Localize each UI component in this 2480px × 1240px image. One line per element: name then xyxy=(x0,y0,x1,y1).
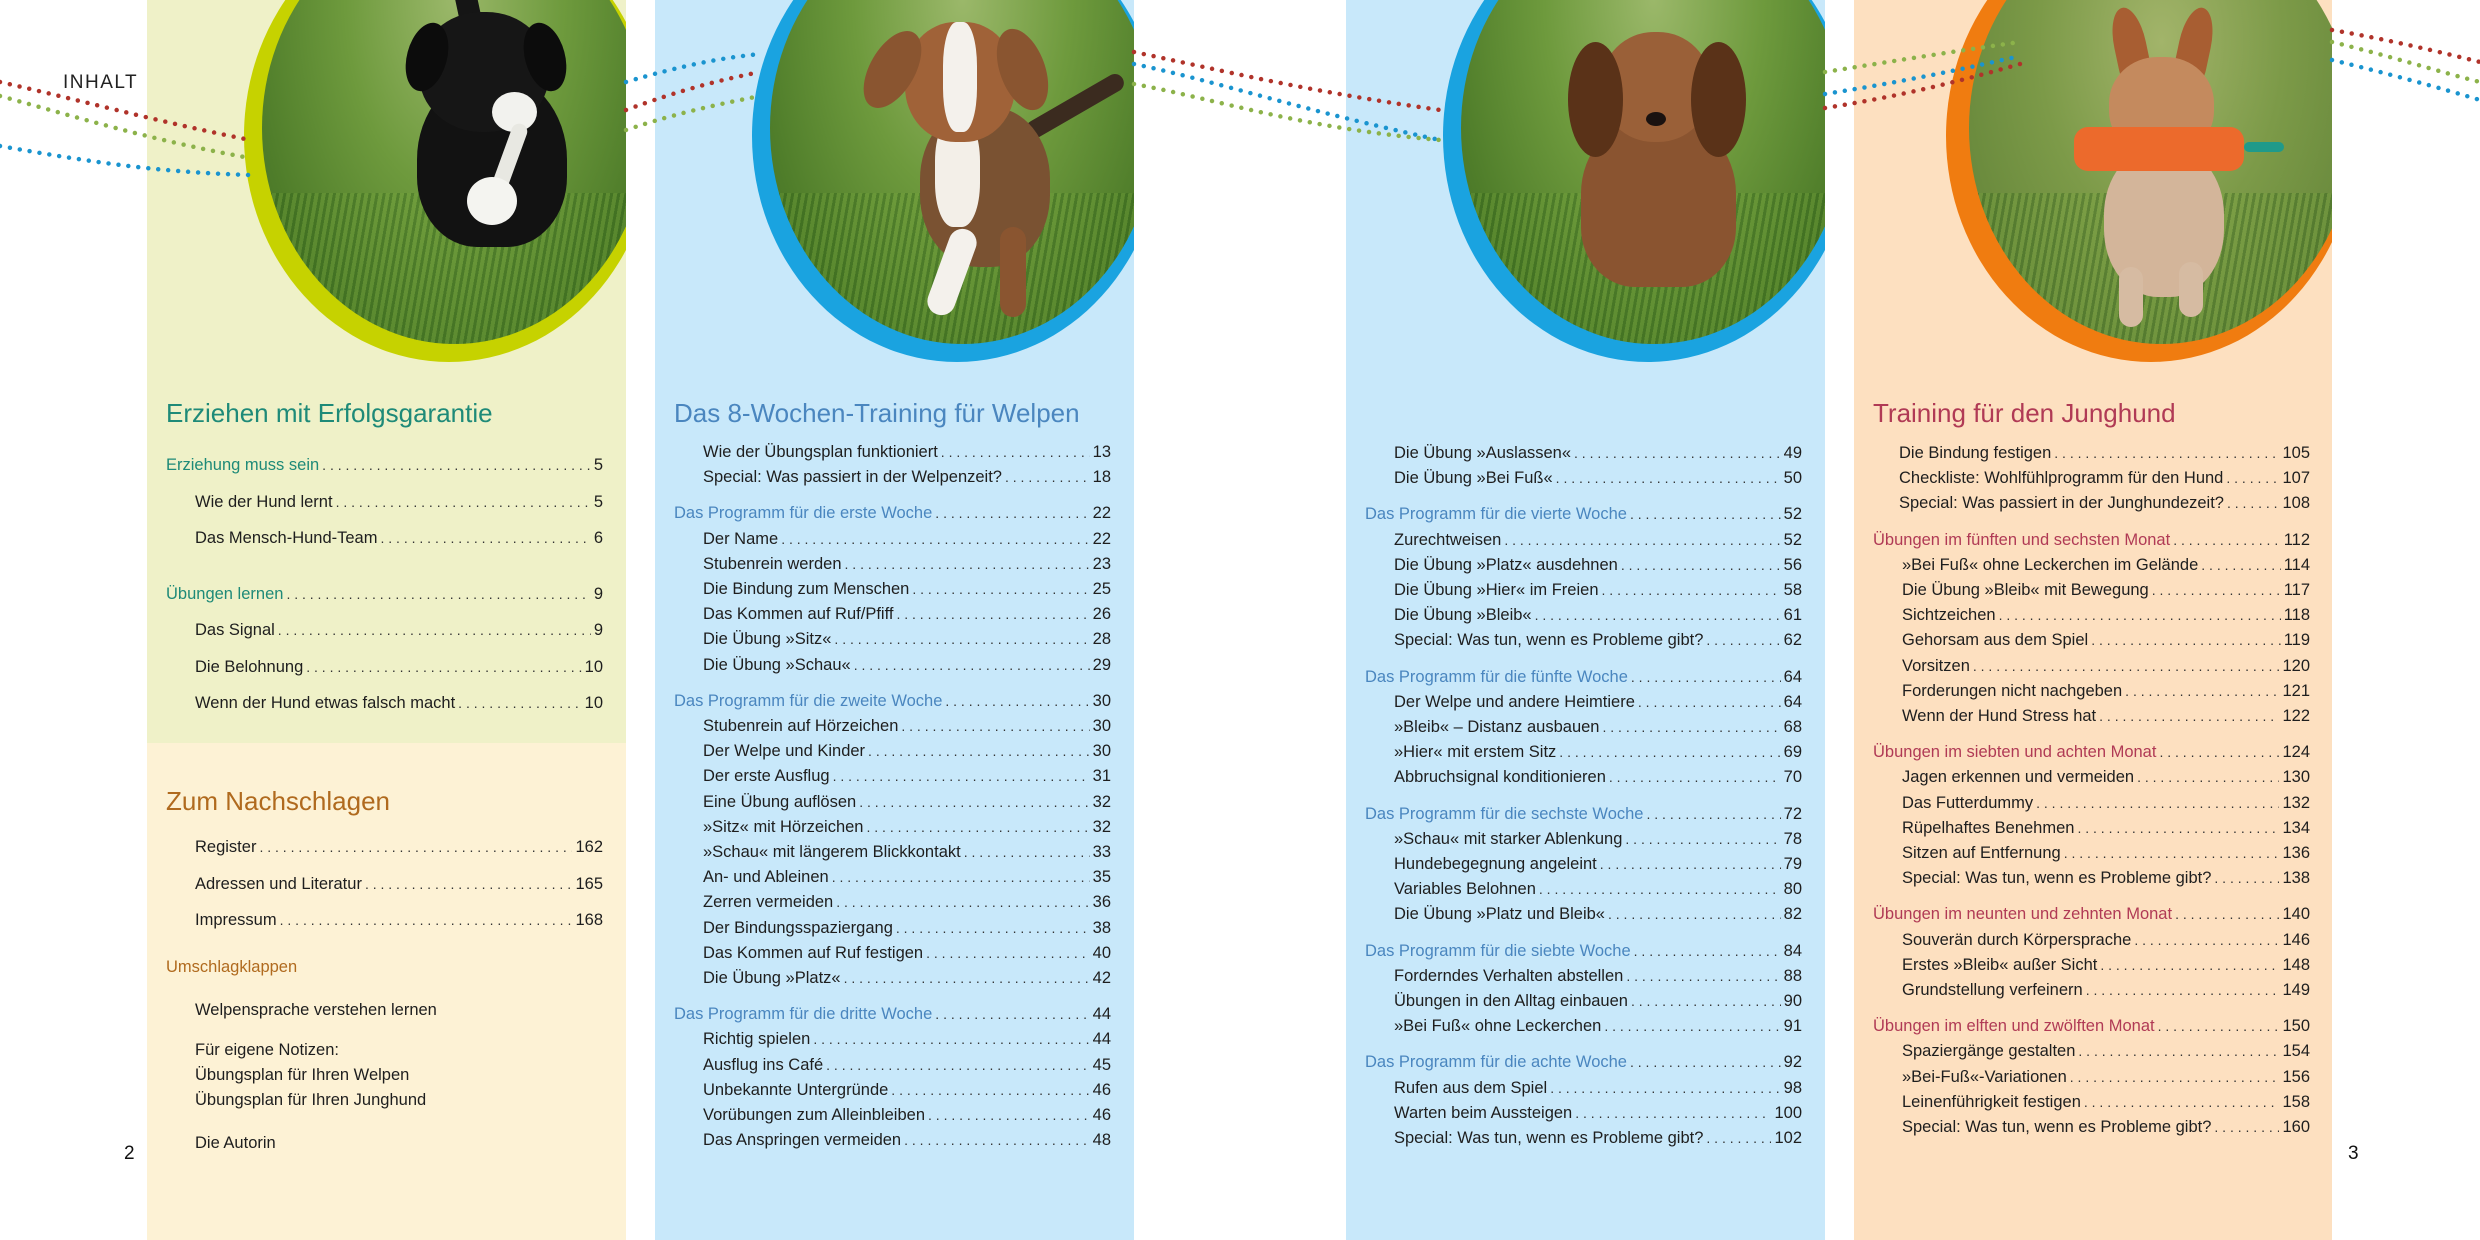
panel-welpen-training xyxy=(655,0,1134,1240)
section-title-welpen: Das 8-Wochen-Training für Welpen xyxy=(674,398,1080,428)
flap-item: Welpensprache verstehen lernen xyxy=(195,1001,437,1019)
toc-entry[interactable]: Forderungen nicht nachgeben . . . 121 xyxy=(1873,679,2310,704)
toc-entry[interactable]: Vorsitzen . . . 120 xyxy=(1873,654,2310,679)
toc-entry[interactable]: Der erste Ausflug . . . 31 xyxy=(674,764,1111,789)
toc-heading[interactable]: Das Programm für die fünfte Woche . . . 64 xyxy=(1365,665,1802,690)
toc-entry[interactable]: Grundstellung verfeinern . . . 149 xyxy=(1873,978,2310,1003)
toc-entry[interactable]: Der Name . . . 22 xyxy=(674,527,1111,552)
toc-entry[interactable]: Unbekannte Untergründe . . . 46 xyxy=(674,1078,1111,1103)
toc-entry[interactable]: Rüpelhaftes Benehmen . . . 134 xyxy=(1873,816,2310,841)
toc-entry[interactable]: Impressum . . . 168 xyxy=(166,902,603,939)
toc-entry[interactable]: Abbruchsignal konditionieren . . . 70 xyxy=(1365,765,1802,790)
toc-entry[interactable]: Übungen in den Alltag einbauen . . . 90 xyxy=(1365,989,1802,1014)
toc-entry[interactable]: Erstes »Bleib« außer Sicht . . . 148 xyxy=(1873,953,2310,978)
toc-entry[interactable]: Die Übung »Auslassen« . . . 49 xyxy=(1365,441,1802,466)
toc-entry[interactable]: Das Mensch-Hund-Team . . . 6 xyxy=(166,520,603,557)
toc-entry[interactable]: Rufen aus dem Spiel . . . 98 xyxy=(1365,1076,1802,1101)
toc-entry[interactable]: Richtig spielen . . . 44 xyxy=(674,1027,1111,1052)
flaps-heading: Umschlagklappen xyxy=(166,958,298,976)
toc-heading[interactable]: Das Programm für die vierte Woche . . . 52 xyxy=(1365,502,1802,527)
toc-entry[interactable]: Der Welpe und andere Heimtiere . . . 64 xyxy=(1365,690,1802,715)
flap-item: Die Autorin xyxy=(195,1134,276,1152)
toc-entry[interactable]: Die Übung »Bei Fuß« . . . 50 xyxy=(1365,466,1802,491)
toc-heading[interactable]: Das Programm für die siebte Woche . . . 84 xyxy=(1365,939,1802,964)
toc-entry[interactable]: Special: Was tun, wenn es Probleme gibt? . . . 62 xyxy=(1365,628,1802,653)
toc-entry[interactable]: »Bei-Fuß«-Variationen . . . 156 xyxy=(1873,1065,2310,1090)
toc-heading[interactable]: Übungen im neunten und zehnten Monat . . . 140 xyxy=(1873,902,2310,927)
toc-entry[interactable]: Special: Was passiert in der Welpenzeit? . . . 18 xyxy=(674,465,1111,490)
toc-entry[interactable]: Die Übung »Schau« . . . 29 xyxy=(674,653,1111,678)
panel-junghund xyxy=(1854,0,2332,1240)
toc-entry[interactable]: Vorübungen zum Alleinbleiben . . . 46 xyxy=(674,1103,1111,1128)
dachshund-puppy-figure xyxy=(1556,12,1756,282)
toc-entry[interactable]: Jagen erkennen und vermeiden . . . 130 xyxy=(1873,765,2310,790)
toc-heading[interactable]: Übungen im elften und zwölften Monat . . . 150 xyxy=(1873,1014,2310,1039)
toc-heading[interactable]: Das Programm für die zweite Woche . . . 30 xyxy=(674,689,1111,714)
toc-entry[interactable]: Wenn der Hund etwas falsch macht . . . 10 xyxy=(166,685,603,722)
flap-item: Für eigene Notizen: xyxy=(195,1041,339,1059)
toc-heading[interactable]: Das Programm für die achte Woche . . . 92 xyxy=(1365,1050,1802,1075)
toc-entry[interactable]: Die Übung »Sitz« . . . 28 xyxy=(674,627,1111,652)
photo-running-dog xyxy=(1969,0,2332,344)
toc-welpen-continued xyxy=(1365,441,1802,1151)
panel-erziehen xyxy=(147,0,626,1240)
toc-entry[interactable]: »Bei Fuß« ohne Leckerchen im Gelände . . . 114 xyxy=(1873,553,2310,578)
toc-heading[interactable]: Das Programm für die dritte Woche . . . 44 xyxy=(674,1002,1111,1027)
section-title-erziehen: Erziehen mit Erfolgsgarantie xyxy=(166,398,493,428)
toc-entry[interactable]: Eine Übung auflösen . . . 32 xyxy=(674,790,1111,815)
toc-entry[interactable]: Special: Was passiert in der Junghundezeit? . . . 108 xyxy=(1873,491,2310,516)
toc-entry[interactable]: Forderndes Verhalten abstellen . . . 88 xyxy=(1365,964,1802,989)
toc-entry[interactable]: Stubenrein auf Hörzeichen . . . 30 xyxy=(674,714,1111,739)
section-title-junghund: Training für den Junghund xyxy=(1873,398,2176,428)
toc-entry[interactable]: Adressen und Literatur . . . 165 xyxy=(166,866,603,903)
photo-dachshund-puppy xyxy=(1461,0,1825,344)
toc-entry[interactable]: Checkliste: Wohlfühlprogramm für den Hund . . . 107 xyxy=(1873,466,2310,491)
toc-entry[interactable]: Sichtzeichen . . . 118 xyxy=(1873,603,2310,628)
toc-nachschlagen xyxy=(166,829,603,939)
toc-heading[interactable]: Das Programm für die sechste Woche . . . 72 xyxy=(1365,802,1802,827)
toc-welpen xyxy=(674,440,1111,1153)
toc-erziehen xyxy=(166,447,603,722)
page-number-right: 3 xyxy=(2348,1143,2359,1164)
toc-entry[interactable]: Sitzen auf Entfernung . . . 136 xyxy=(1873,841,2310,866)
toc-entry[interactable]: Die Übung »Bleib« mit Bewegung . . . 117 xyxy=(1873,578,2310,603)
flap-item: Übungsplan für Ihren Junghund xyxy=(195,1091,427,1109)
toc-entry[interactable]: Souverän durch Körpersprache . . . 146 xyxy=(1873,928,2310,953)
toc-entry[interactable]: Warten beim Aussteigen . . . 100 xyxy=(1365,1101,1802,1126)
toc-entry[interactable]: »Schau« mit starker Ablenkung . . . 78 xyxy=(1365,827,1802,852)
toc-entry[interactable]: Die Übung »Platz« . . . 42 xyxy=(674,966,1111,991)
toc-entry[interactable]: Leinenführigkeit festigen . . . 158 xyxy=(1873,1090,2310,1115)
toc-entry[interactable]: Zerren vermeiden . . . 36 xyxy=(674,890,1111,915)
flap-item: Übungsplan für Ihren Welpen xyxy=(195,1066,410,1084)
toc-entry[interactable]: Special: Was tun, wenn es Probleme gibt? . . . 138 xyxy=(1873,866,2310,891)
toc-entry[interactable]: Wie der Übungsplan funktioniert . . . 13 xyxy=(674,440,1111,465)
toc-entry[interactable]: »Bleib« – Distanz ausbauen . . . 68 xyxy=(1365,715,1802,740)
toc-entry[interactable]: »Hier« mit erstem Sitz . . . 69 xyxy=(1365,740,1802,765)
toc-heading[interactable]: Das Programm für die erste Woche . . . 22 xyxy=(674,501,1111,526)
section-title-nachschlagen: Zum Nachschlagen xyxy=(166,786,390,816)
toc-entry[interactable]: Variables Belohnen . . . 80 xyxy=(1365,877,1802,902)
toc-entry[interactable]: Das Kommen auf Ruf festigen . . . 40 xyxy=(674,941,1111,966)
toc-entry[interactable]: Zurechtweisen . . . 52 xyxy=(1365,528,1802,553)
toc-heading[interactable]: Erziehung muss sein . . . 5 xyxy=(166,447,603,484)
cattle-dog-figure xyxy=(2064,7,2324,327)
toc-label: INHALT xyxy=(63,72,139,93)
toc-heading[interactable]: Übungen im fünften und sechsten Monat . . . 112 xyxy=(1873,528,2310,553)
toc-entry[interactable]: Die Belohnung . . . 10 xyxy=(166,649,603,686)
toc-entry[interactable]: Der Bindungsspaziergang . . . 38 xyxy=(674,916,1111,941)
toc-entry[interactable]: Wenn der Hund Stress hat . . . 122 xyxy=(1873,704,2310,729)
panel-cream-background xyxy=(147,743,626,1240)
toc-heading[interactable]: Übungen lernen . . . 9 xyxy=(166,576,603,613)
toc-entry[interactable]: »Bei Fuß« ohne Leckerchen . . . 91 xyxy=(1365,1014,1802,1039)
toc-entry[interactable]: Die Übung »Platz und Bleib« . . . 82 xyxy=(1365,902,1802,927)
black-puppy-figure xyxy=(357,0,577,252)
toc-heading[interactable]: Übungen im siebten und achten Monat . . . 124 xyxy=(1873,740,2310,765)
toc-entry[interactable]: Die Bindung zum Menschen . . . 25 xyxy=(674,577,1111,602)
toc-entry[interactable]: Special: Was tun, wenn es Probleme gibt? . . . 102 xyxy=(1365,1126,1802,1151)
toc-entry[interactable]: Die Bindung festigen . . . 105 xyxy=(1873,441,2310,466)
toc-entry[interactable]: Das Futterdummy . . . 132 xyxy=(1873,791,2310,816)
photo-beagle-puppy xyxy=(770,0,1134,344)
toc-entry[interactable]: Hundebegegnung angeleint . . . 79 xyxy=(1365,852,1802,877)
toc-entry[interactable]: Der Welpe und Kinder . . . 30 xyxy=(674,739,1111,764)
toc-entry[interactable]: Die Übung »Bleib« . . . 61 xyxy=(1365,603,1802,628)
toc-entry[interactable]: »Schau« mit längerem Blickkontakt . . . 33 xyxy=(674,840,1111,865)
toc-entry[interactable]: Gehorsam aus dem Spiel . . . 119 xyxy=(1873,628,2310,653)
toc-entry[interactable]: Ausflug ins Café . . . 45 xyxy=(674,1053,1111,1078)
toc-entry[interactable]: Spaziergänge gestalten . . . 154 xyxy=(1873,1039,2310,1064)
toc-junghund xyxy=(1873,441,2310,1140)
toc-entry[interactable]: Das Signal . . . 9 xyxy=(166,612,603,649)
toc-entry[interactable]: An- und Ableinen . . . 35 xyxy=(674,865,1111,890)
toc-entry[interactable]: Die Übung »Hier« im Freien . . . 58 xyxy=(1365,578,1802,603)
toc-entry[interactable]: »Sitz« mit Hörzeichen . . . 32 xyxy=(674,815,1111,840)
panel-welpen-training-continued xyxy=(1346,0,1825,1240)
toc-entry[interactable]: Das Anspringen vermeiden . . . 48 xyxy=(674,1128,1111,1153)
toc-entry[interactable]: Stubenrein werden . . . 23 xyxy=(674,552,1111,577)
toc-entry[interactable]: Register . . . 162 xyxy=(166,829,603,866)
beagle-puppy-figure xyxy=(850,7,1110,327)
page-number-left: 2 xyxy=(124,1143,135,1164)
toc-entry[interactable]: Die Übung »Platz« ausdehnen . . . 56 xyxy=(1365,553,1802,578)
toc-entry[interactable]: Das Kommen auf Ruf/Pfiff . . . 26 xyxy=(674,602,1111,627)
toc-entry[interactable]: Wie der Hund lernt . . . 5 xyxy=(166,484,603,521)
photo-black-puppy xyxy=(262,0,626,344)
toc-entry[interactable]: Special: Was tun, wenn es Probleme gibt? . . . 160 xyxy=(1873,1115,2310,1140)
